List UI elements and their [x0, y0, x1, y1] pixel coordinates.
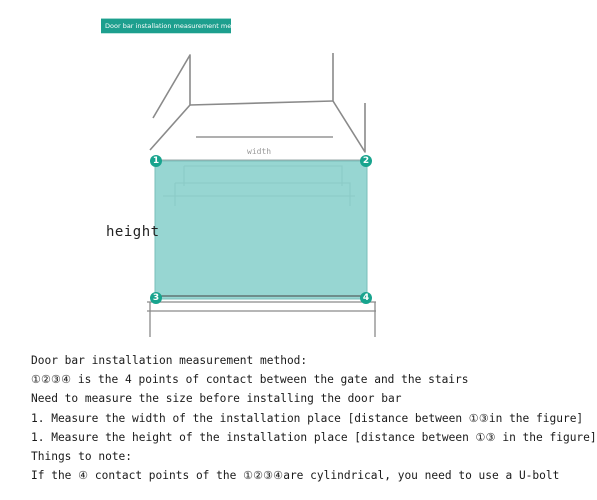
measurement-panel — [155, 161, 367, 299]
doorway-top-line — [190, 101, 333, 105]
left-wall-outline — [150, 55, 190, 150]
point-2-marker: 2 — [360, 155, 372, 167]
instruction-line: If the ④ contact points of the ①②③④are cylindrical, you need to use a U-bolt — [31, 469, 560, 483]
instruction-line: 1. Measure the width of the installation place [distance between ①③in the figure] — [31, 411, 584, 425]
point-4-marker: 4 — [360, 292, 372, 304]
height-label: height — [106, 224, 160, 240]
right-wall-outline — [333, 53, 365, 152]
instruction-line: 1. Measure the height of the installation place [distance between ①③ in the figure] — [31, 430, 597, 444]
width-label: width — [247, 147, 272, 156]
banner-title: Door bar installation measurement method — [105, 22, 247, 30]
point-3-marker: 3 — [150, 292, 162, 304]
instruction-line: Need to measure the size before installing the door bar — [31, 392, 402, 406]
instructions-text — [31, 351, 597, 485]
instruction-line: ①②③④ is the 4 points of contact between the gate and the stairs — [31, 373, 469, 387]
instruction-line: Things to note: — [31, 449, 133, 463]
point-1-marker: 1 — [150, 155, 162, 167]
instruction-line: Door bar installation measurement method: — [31, 354, 308, 367]
